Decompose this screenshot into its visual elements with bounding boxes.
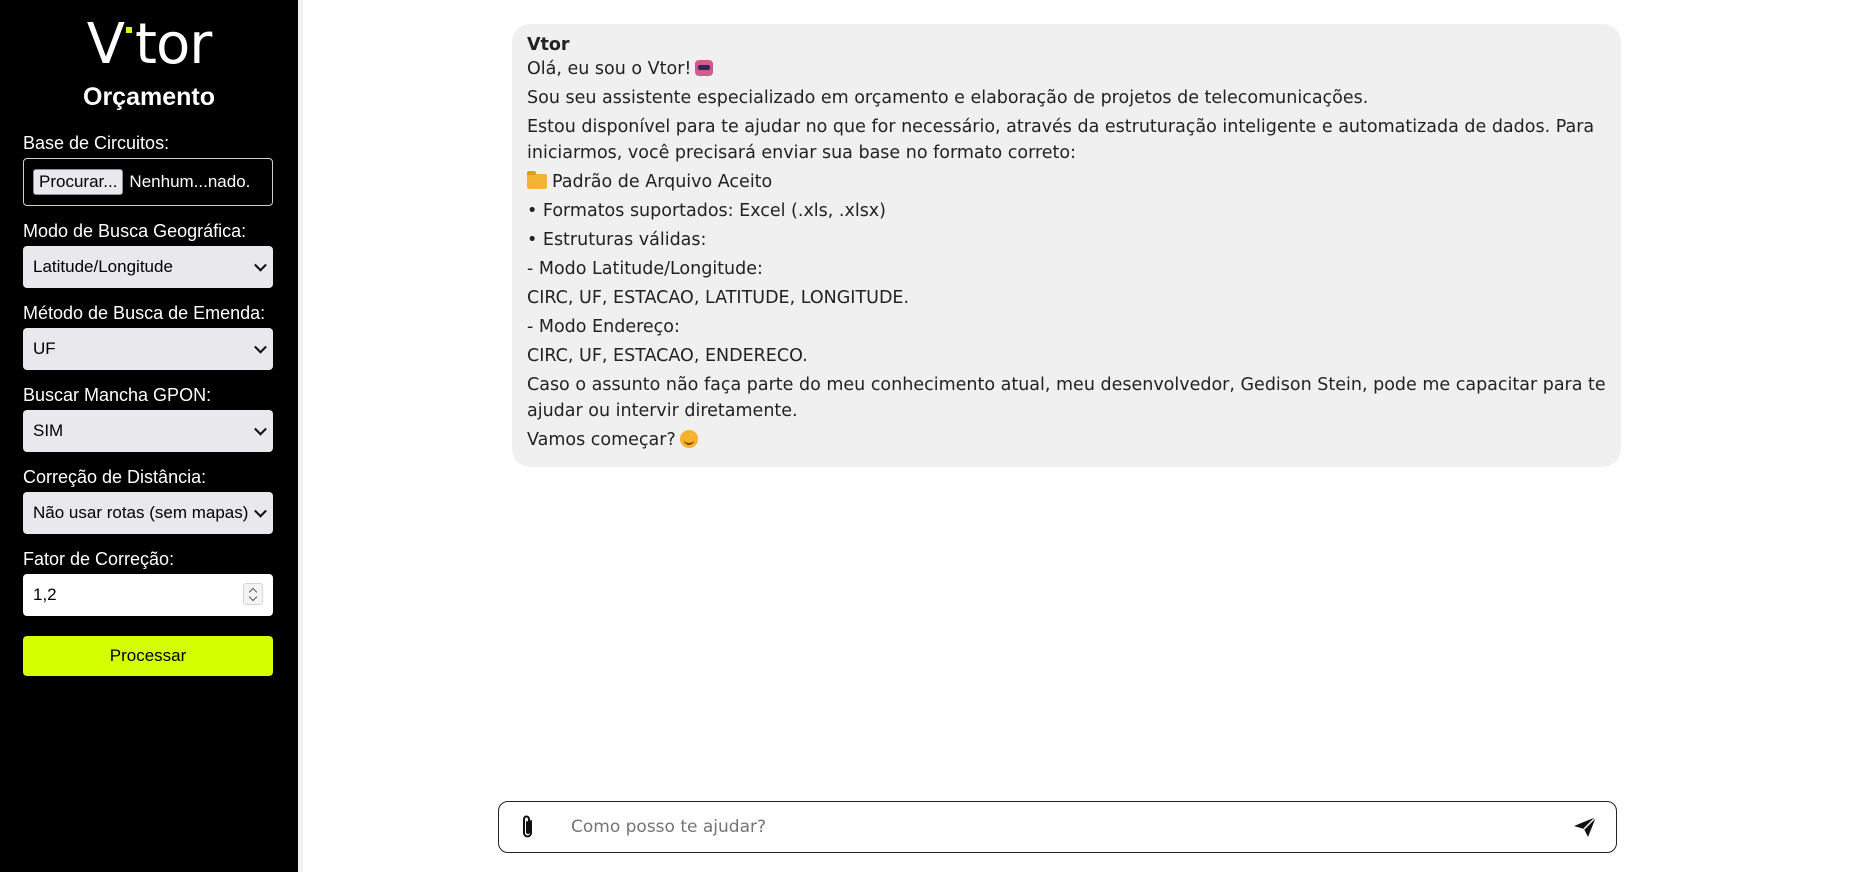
file-name-text: Nenhum...nado. xyxy=(129,172,251,191)
logo-v: V xyxy=(86,12,125,77)
greeting-text: Olá, eu sou o Vtor! xyxy=(527,59,692,79)
chat-input-bar xyxy=(498,801,1617,853)
logo-tor: tor xyxy=(135,12,212,77)
message-line: - Modo Latitude/Longitude: xyxy=(527,259,763,279)
folder-icon xyxy=(527,174,547,189)
send-icon[interactable] xyxy=(1560,802,1610,852)
number-stepper[interactable] xyxy=(243,583,263,605)
splice-method-select[interactable] xyxy=(23,328,273,370)
sidebar-divider xyxy=(298,0,303,872)
geo-mode-select[interactable] xyxy=(23,246,273,288)
message-line xyxy=(527,169,1606,195)
correction-factor-value: 1,2 xyxy=(33,585,57,604)
gpon-select[interactable] xyxy=(23,410,273,452)
splice-method-label: Método de Busca de Emenda: xyxy=(23,303,266,323)
splice-method-value: UF xyxy=(33,339,56,358)
correction-factor-input[interactable] xyxy=(23,574,273,616)
smile-icon xyxy=(680,430,698,448)
browse-button[interactable]: Procurar... xyxy=(33,169,123,195)
distance-correction-value: Não usar rotas (sem mapas) xyxy=(33,503,249,522)
message-line: Sou seu assistente especializado em orçamento e elaboração de projetos de telecomunicações. xyxy=(527,88,1369,108)
gpon-label: Buscar Mancha GPON: xyxy=(23,385,212,405)
message-line: Caso o assunto não faça parte do meu conhecimento atual, meu desenvolvedor, Gedison Stein, pode me capacitar para te ajudar ou intervir diretamente. xyxy=(527,375,1606,421)
assistant-message xyxy=(512,24,1621,467)
chevron-down-icon xyxy=(254,259,267,272)
distance-correction-select[interactable] xyxy=(23,492,273,534)
paperclip-icon[interactable] xyxy=(503,802,553,852)
accepted-format-title: Padrão de Arquivo Aceito xyxy=(552,172,773,192)
message-line: • Estruturas válidas: xyxy=(527,230,707,250)
chevron-down-icon xyxy=(254,505,267,518)
chat-input[interactable] xyxy=(553,802,1560,852)
send-svg xyxy=(1573,816,1597,838)
message-line: • Formatos suportados: Excel (.xls, .xlsx) xyxy=(527,201,886,221)
message-closing xyxy=(527,427,1606,453)
file-input[interactable] xyxy=(23,158,273,206)
message-line: Estou disponível para te ajudar no que for necessário, através da estruturação inteligente e automatizada de dados. Para iniciarmos, você precisará enviar sua base no formato correto: xyxy=(527,117,1595,163)
message-greeting xyxy=(527,56,1606,82)
message-line: - Modo Endereço: xyxy=(527,317,680,337)
chevron-down-icon xyxy=(254,423,267,436)
geo-mode-label: Modo de Busca Geográfica: xyxy=(23,221,247,241)
logo xyxy=(23,14,275,76)
base-circuitos-label: Base de Circuitos: xyxy=(23,133,170,153)
message-author: Vtor xyxy=(527,35,570,55)
gpon-value: SIM xyxy=(33,421,64,440)
robot-icon xyxy=(695,60,713,76)
logo-accent-dot xyxy=(126,27,132,33)
geo-mode-value: Latitude/Longitude xyxy=(33,257,173,276)
paperclip-svg xyxy=(519,814,537,840)
closing-text: Vamos começar? xyxy=(527,430,676,450)
process-button[interactable]: Processar xyxy=(23,636,273,676)
message-line: CIRC, UF, ESTACAO, ENDERECO. xyxy=(527,346,808,366)
message-line: CIRC, UF, ESTACAO, LATITUDE, LONGITUDE. xyxy=(527,288,910,308)
correction-factor-label: Fator de Correção: xyxy=(23,549,175,569)
sidebar-subtitle: Orçamento xyxy=(83,83,215,111)
distance-correction-label: Correção de Distância: xyxy=(23,467,207,487)
chevron-down-icon xyxy=(254,341,267,354)
sidebar xyxy=(0,0,298,872)
